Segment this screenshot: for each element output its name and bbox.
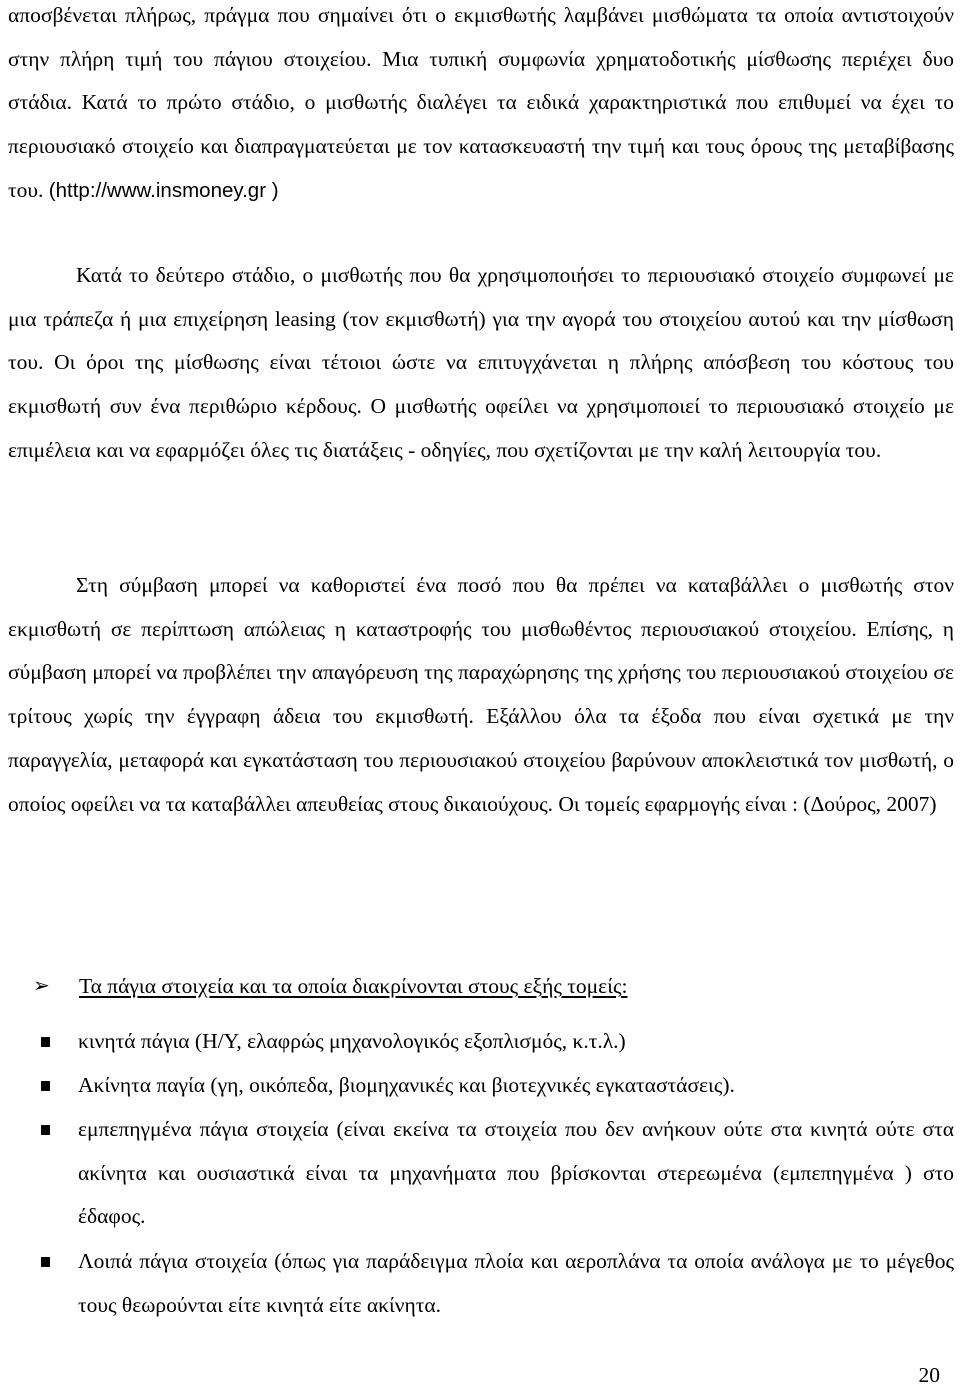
- square-bullet-icon: [41, 1037, 50, 1047]
- page-number: 20: [918, 1363, 940, 1387]
- square-bullet-icon: [41, 1125, 50, 1135]
- list-item-text: Λοιπά πάγια στοιχεία (όπως για παράδειγμα πλοία και αεροπλάνα τα οποία ανάλογα με το μέγεθος τους θεωρούνται είτε κινητά είτε ακίνητα.: [78, 1249, 954, 1317]
- square-bullet-icon: [41, 1257, 50, 1267]
- paragraph-2: Κατά το δεύτερο στάδιο, ο μισθωτής που θα χρησιμοποιήσει το περιουσιακό στοιχείο συμφωνεί με μια τράπεζα ή μια επιχείρηση leasing (τον εκμισθωτή) για την αγορά του στοιχείου αυτού και την μίσθωση του. Οι όροι της μίσθωσης είναι τέτοιοι ώστε να επιτυγχάνεται η πλήρης απόσβεση του κόστους του εκμισθωτή συν ένα περιθώριο κέρδους. Ο μισθωτής οφείλει να χρησιμοποιεί το περιουσιακό στοιχείο με επιμέλεια και να εφαρμόζει όλες τις διατάξεις - οδηγίες, που σχετίζονται με την καλή λειτουργία του.: [8, 263, 954, 462]
- square-bullet-icon: [41, 1081, 50, 1091]
- paragraph-3: Στη σύμβαση μπορεί να καθοριστεί ένα ποσό που θα πρέπει να καταβάλλει ο μισθωτής στον εκμισθωτή σε περίπτωση απώλειας η καταστροφής του μισθωθέντος περιουσιακού στοιχείου. Επίσης, η σύμβαση μπορεί να προβλέπει την απαγόρευση της παραχώρησης της χρήσης του περιουσιακού στοιχείου σε τρίτους χωρίς την έγγραφη άδεια του εκμισθωτή. Εξάλλου όλα τα έξοδα που είναι σχετικά με την παραγγελία, μεταφορά και εγκατάσταση του περιουσιακού στοιχείου βαρύνουν αποκλειστικά τον μισθωτή, ο οποίος οφείλει να τα καταβάλλει απευθείας στους δικαιούχους. Οι τομείς εφαρμογής είναι : (Δούρος, 2007): [8, 573, 954, 816]
- list-item-text: Ακίνητα παγία (γη, οικόπεδα, βιομηχανικές και βιοτεχνικές εγκαταστάσεις).: [78, 1073, 735, 1097]
- section-heading-text: Τα πάγια στοιχεία και τα οποία διακρίνονται στους εξής τομείς:: [79, 974, 628, 998]
- list-item-text: εμπεπηγμένα πάγια στοιχεία (είναι εκείνα τα στοιχεία που δεν ανήκουν ούτε στα κινητά ούτε στα ακίνητα και ουσιαστικά είναι τα μηχανήματα που βρίσκονται στερεωμένα (εμπεπηγμένα ) στο έδαφος.: [78, 1117, 954, 1229]
- paragraph-1: [8, 0, 954, 213]
- source-reference: (http://www.insmoney.gr ): [48, 178, 279, 202]
- list-item-text: κινητά πάγια (Η/Υ, ελαφρώς μηχανολογικός εξοπλισμός, κ.τ.λ.): [78, 1029, 626, 1053]
- paragraph-1-text: αποσβένεται πλήρως, πράγμα που σημαίνει ότι ο εκμισθωτής λαμβάνει μισθώματα τα οποία αντιστοιχούν στην πλήρη τιμή του πάγιου στοιχείου. Μια τυπική συμφωνία χρηματοδοτικής μίσθωσης περιέχει δυο στάδια. Κατά το πρώτο στάδιο, ο μισθωτής διαλέγει τα ειδικά χαρακτηριστικά που επιθυμεί να έχει το περιουσιακό στοιχείο και διαπραγματεύεται με τον κατασκευαστή την τιμή και τους όρους της μεταβίβασης του.: [8, 3, 954, 202]
- arrow-bullet-icon: ➢: [33, 975, 50, 997]
